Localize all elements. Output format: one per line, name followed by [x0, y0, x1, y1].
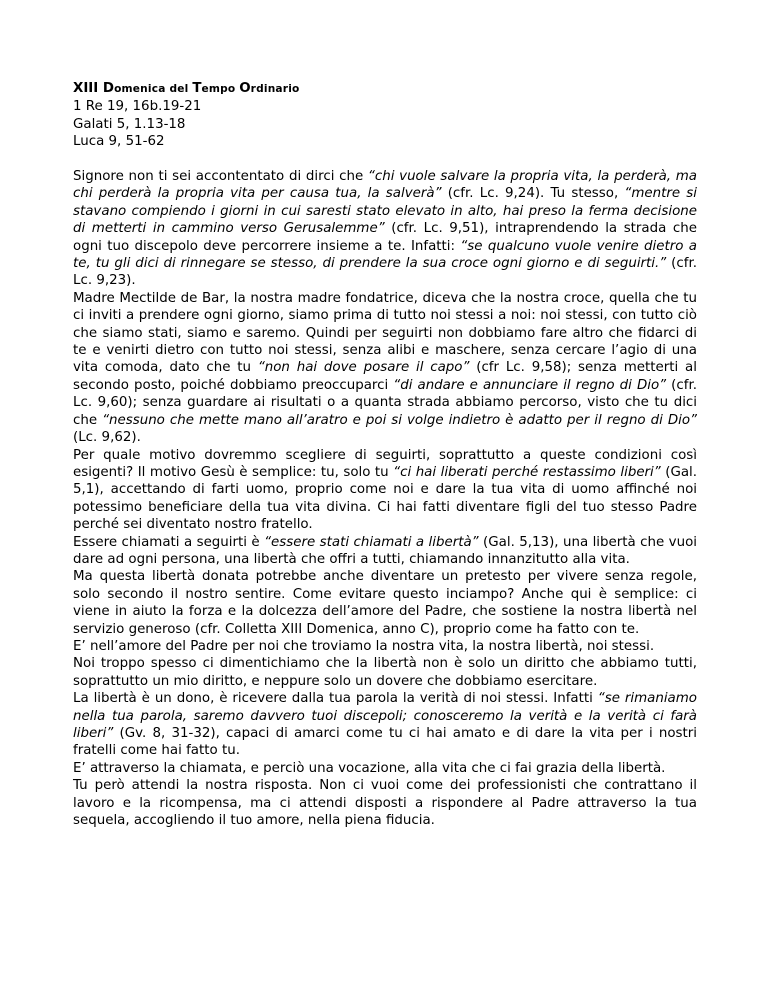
blank-line — [73, 151, 697, 168]
paragraph-text: (cfr Lc. 9,58); senza metterti al secondo posto, poiché dobbiamo preoccuparci — [73, 360, 697, 393]
quotation-text: “chi vuole salvare la propria vita, la perderà, ma chi perderà la propria vita per causa tua, la salverà” — [73, 169, 697, 202]
paragraph — [73, 568, 697, 638]
paragraph-text: E’ attraverso la chiamata, e perciò una vocazione, alla vita che ci fai grazia della libertà. — [73, 760, 666, 776]
paragraph-text: Per quale motivo dovremmo scegliere di seguirti, soprattutto a queste condizioni così esigenti? Il motivo Gesù è semplice: tu, solo tu — [73, 447, 697, 480]
paragraph — [73, 447, 697, 534]
quotation-text: “di andare e annunciare il regno di Dio” — [393, 377, 667, 393]
document-page — [73, 80, 697, 829]
document-body — [73, 168, 697, 829]
quotation-text: “non hai dove posare il capo” — [257, 360, 470, 376]
quotation-text: “se rimaniamo nella tua parola, saremo davvero tuoi discepoli; conosceremo la verità e la verità ci farà liberi” — [73, 691, 697, 742]
paragraph — [73, 760, 697, 777]
quotation-text: “se qualcuno vuole venire dietro a te, tu gli dici di rinnegare se stesso, di prendere la sua croce ogni giorno e di seguirti.” — [73, 238, 697, 272]
paragraph — [73, 655, 697, 690]
heading-part: T — [192, 81, 202, 96]
heading-part: empo — [201, 83, 240, 95]
paragraph-text: Madre Mectilde de Bar, la nostra madre fondatrice, diceva che la nostra croce, quella che tu ci inviti a prendere ogni giorno, siamo prima di tutto noi stessi a noi: noi stessi, con tutto ciò che siamo stati, siamo e saremo. Quindi per seguirti non dobbiamo fare altro che fidarci di te e venirti dietro con tutto noi stessi, senza alibi e maschere, senza cercare l’agio di una vita comoda, dato che tu — [73, 290, 697, 376]
paragraph-text: Signore non ti sei accontentato di dirci che — [73, 169, 368, 185]
paragraph — [73, 290, 697, 447]
paragraph-text: Ma questa libertà donata potrebbe anche diventare un pretesto per vivere senza regole, solo secondo il nostro sentire. Come evitare questo inciampo? Anche qui è semplice: ci viene in aiuto la forza e la dolcezza dell’amore del Padre, che sostiene la nostra libertà nel servizio generoso (cfr. Colletta XIII Domenica, anno C), proprio come ha fatto con te. — [73, 569, 697, 637]
paragraph-text: Tu però attendi la nostra risposta. Non ci vuoi come dei professionisti che contrattano il lavoro e la ricompensa, ma ci attendi disposti a rispondere al Padre attraverso la tua sequela, accogliendo il tuo amore, nella piena fiducia. — [73, 778, 697, 829]
quotation-text: “mentre si stavano compiendo i giorni in cui saresti stato elevato in alto, hai preso la ferma decisione di metterti in cammino verso Gerusalemme” — [73, 186, 698, 237]
paragraph-text: (Gal. 5,13), una libertà che vuoi dare ad ogni persona, una libertà che offri a tutti, chiamando innanzitutto alla vita. — [73, 534, 697, 567]
document-heading — [73, 80, 697, 98]
heading-part: omenica del — [114, 83, 193, 95]
paragraph-text: E’ nell’amore del Padre per noi che troviamo la nostra vita, la nostra libertà, noi stessi. — [73, 638, 655, 654]
paragraph-text: (cfr. Lc. 9,51), intraprendendo la strada che ogni tuo discepolo deve percorrere insieme a te. Infatti: — [73, 221, 697, 254]
reading-reference: Luca 9, 51-62 — [73, 134, 165, 150]
paragraph-text: Essere chiamati a seguirti è — [73, 534, 265, 550]
paragraph-text: (cfr. Lc. 9,23). — [73, 256, 697, 289]
paragraph-text: La libertà è un dono, è ricevere dalla tua parola la verità di noi stessi. Infatti — [73, 691, 598, 707]
paragraph — [73, 777, 697, 829]
paragraph — [73, 534, 697, 569]
paragraph-text: (cfr. Lc. 9,60); senza guardare ai risultati o a quanta strada abbiamo percorso, visto che tu dici che — [73, 377, 697, 428]
paragraph — [73, 638, 697, 655]
quotation-text: “ci hai liberati perché restassimo liberi” — [393, 464, 661, 480]
paragraph-text: (Gal. 5,1), accettando di farti uomo, proprio come noi e dare la tua vita di uomo affinché noi potessimo beneficiare della tua vita divina. Ci hai fatti diventare figli del tuo stesso Padre perché sei diventato nostro fratello. — [73, 464, 698, 533]
paragraph-text: (Lc. 9,62). — [73, 430, 141, 446]
paragraph — [73, 168, 697, 290]
paragraph-text: Noi troppo spesso ci dimentichiamo che la libertà non è solo un diritto che abbiamo tutti, soprattutto un mio diritto, e neppure solo un dovere che dobbiamo esercitare. — [73, 656, 697, 689]
heading-part: O — [239, 81, 251, 96]
reading-reference: 1 Re 19, 16b.19-21 — [73, 99, 202, 115]
reading-reference: Galati 5, 1.13-18 — [73, 116, 186, 132]
paragraph — [73, 690, 697, 760]
quotation-text: “nessuno che mette mano all’aratro e poi si volge indietro è adatto per il regno di Dio” — [102, 412, 697, 428]
paragraph-text: (cfr. Lc. 9,24). Tu stesso, — [441, 186, 625, 202]
heading-part: rdinario — [250, 83, 300, 95]
quotation-text: “essere stati chiamati a libertà” — [264, 534, 479, 550]
heading-part: XIII D — [73, 81, 115, 96]
paragraph-text: (Gv. 8, 31-32), capaci di amarci come tu ci hai amato e di dare la vita per i nostri fratelli come hai fatto tu. — [73, 726, 697, 759]
